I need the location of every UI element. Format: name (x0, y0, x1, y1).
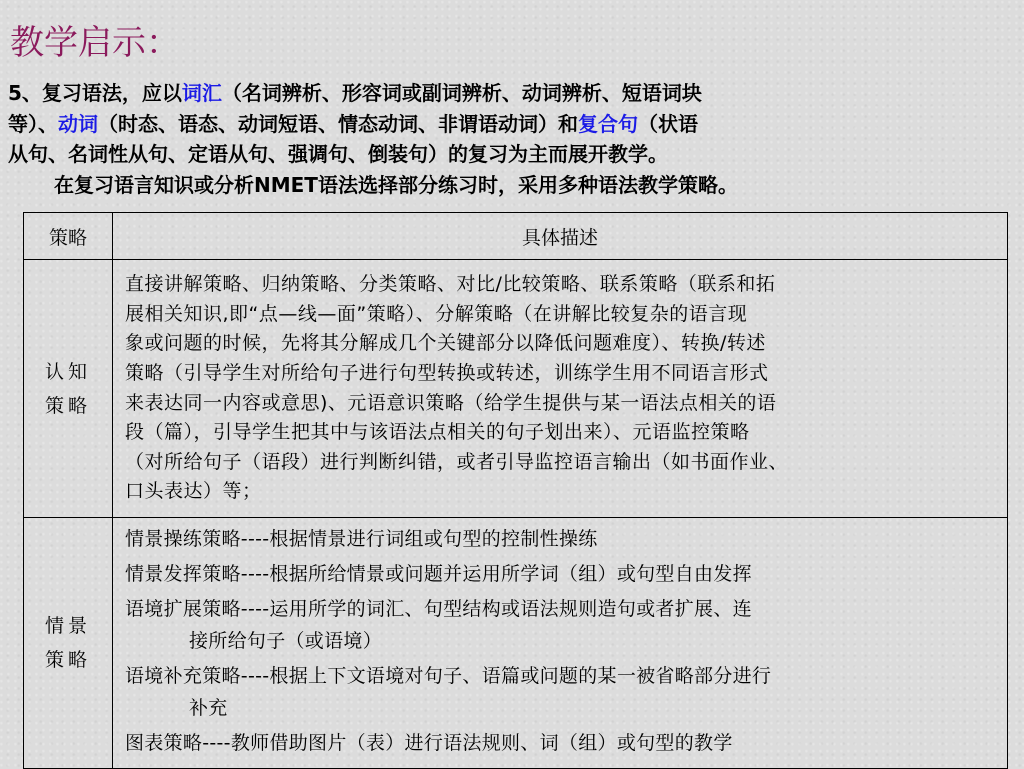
table-row (24, 260, 1008, 518)
description-line: 策略（引导学生对所给句子进行句型转换或转述，训练学生用不同语言形式 (125, 361, 769, 384)
description-line: 直接讲解策略、归纳策略、分类策略、对比/比较策略、联系策略（联系和拓 (125, 273, 776, 296)
header-strategy: 策略 (24, 213, 113, 260)
description-line: 段（篇），引导学生把其中与该语法点相关的句子划出来）、元语监控策略 (125, 421, 750, 444)
intro-text: 5、复习语法，应以 (8, 81, 182, 105)
strategy-text-continued: 接所给句子（或语境） (189, 630, 383, 652)
description-cell (113, 260, 1008, 518)
strategy-text: 语境补充策略----根据上下文语境对句子、语篇或问题的某一被省略部分进行 (125, 665, 772, 687)
category-cell (24, 260, 113, 518)
keyword-vocabulary: 词汇 (181, 81, 222, 105)
list-item (125, 727, 999, 759)
keyword-verb: 动词 (58, 111, 98, 136)
header-description: 具体描述 (113, 213, 1008, 260)
description-line: 象或问题的时候，先将其分解成几个关键部分以降低问题难度）、转换/转述 (125, 332, 766, 355)
category-label: 策略 (44, 394, 91, 417)
strategy-table (23, 212, 1008, 769)
list-item (125, 593, 999, 657)
intro-text: （名词辨析、形容词或副词辨析、动词辨析、短语词块 (221, 81, 702, 105)
description-line: 口头表达）等； (125, 480, 262, 503)
strategy-text: 情景操练策略----根据情景进行词组或句型的控制性操练 (125, 528, 598, 550)
intro-line-2 (8, 109, 1014, 140)
list-item (125, 558, 999, 590)
intro-line-1 (8, 78, 1014, 109)
strategy-text: 语境扩展策略----运用所学的词汇、句型结构或语法规则造句或者扩展、连 (125, 598, 752, 620)
category-label: 情景 (44, 615, 91, 637)
list-item (125, 660, 999, 724)
description-line: 来表达同一内容或意思)、元语意识策略（给学生提供与某一语法点相关的语 (125, 391, 777, 414)
intro-text: 等）、 (8, 111, 58, 136)
category-label: 策略 (44, 649, 91, 671)
table-row (24, 518, 1008, 769)
intro-paragraph (8, 78, 1014, 200)
strategy-text: 图表策略----教师借助图片（表）进行语法规则、词（组）或句型的教学 (125, 732, 733, 754)
list-item (125, 523, 999, 555)
table-header-row (24, 213, 1008, 260)
description-line: 展相关知识,即“点—线—面”策略）、分解策略（在讲解比较复杂的语言现 (125, 302, 748, 325)
category-label: 认知 (44, 360, 91, 383)
slide-title: 教学启示： (10, 23, 180, 63)
intro-line-4: 在复习语言知识或分析NMET语法选择部分练习时，采用多种语法教学策略。 (54, 172, 738, 197)
intro-line-3: 从句、名词性从句、定语从句、强调句、倒装句）的复习为主而展开教学。 (8, 142, 668, 166)
keyword-complex-sentence: 复合句 (578, 111, 638, 136)
description-cell (113, 518, 1008, 769)
description-line: （对所给句子（语段）进行判断纠错，或者引导监控语言输出（如书面作业、 (125, 450, 789, 473)
intro-text: （时态、语态、动词短语、情态动词、非谓语动词）和 (98, 111, 578, 136)
strategy-text-continued: 补充 (189, 697, 228, 719)
category-cell (24, 518, 113, 769)
strategy-text: 情景发挥策略----根据所给情景或问题并运用所学词（组）或句型自由发挥 (125, 563, 752, 585)
intro-text: （状语 (638, 111, 698, 136)
